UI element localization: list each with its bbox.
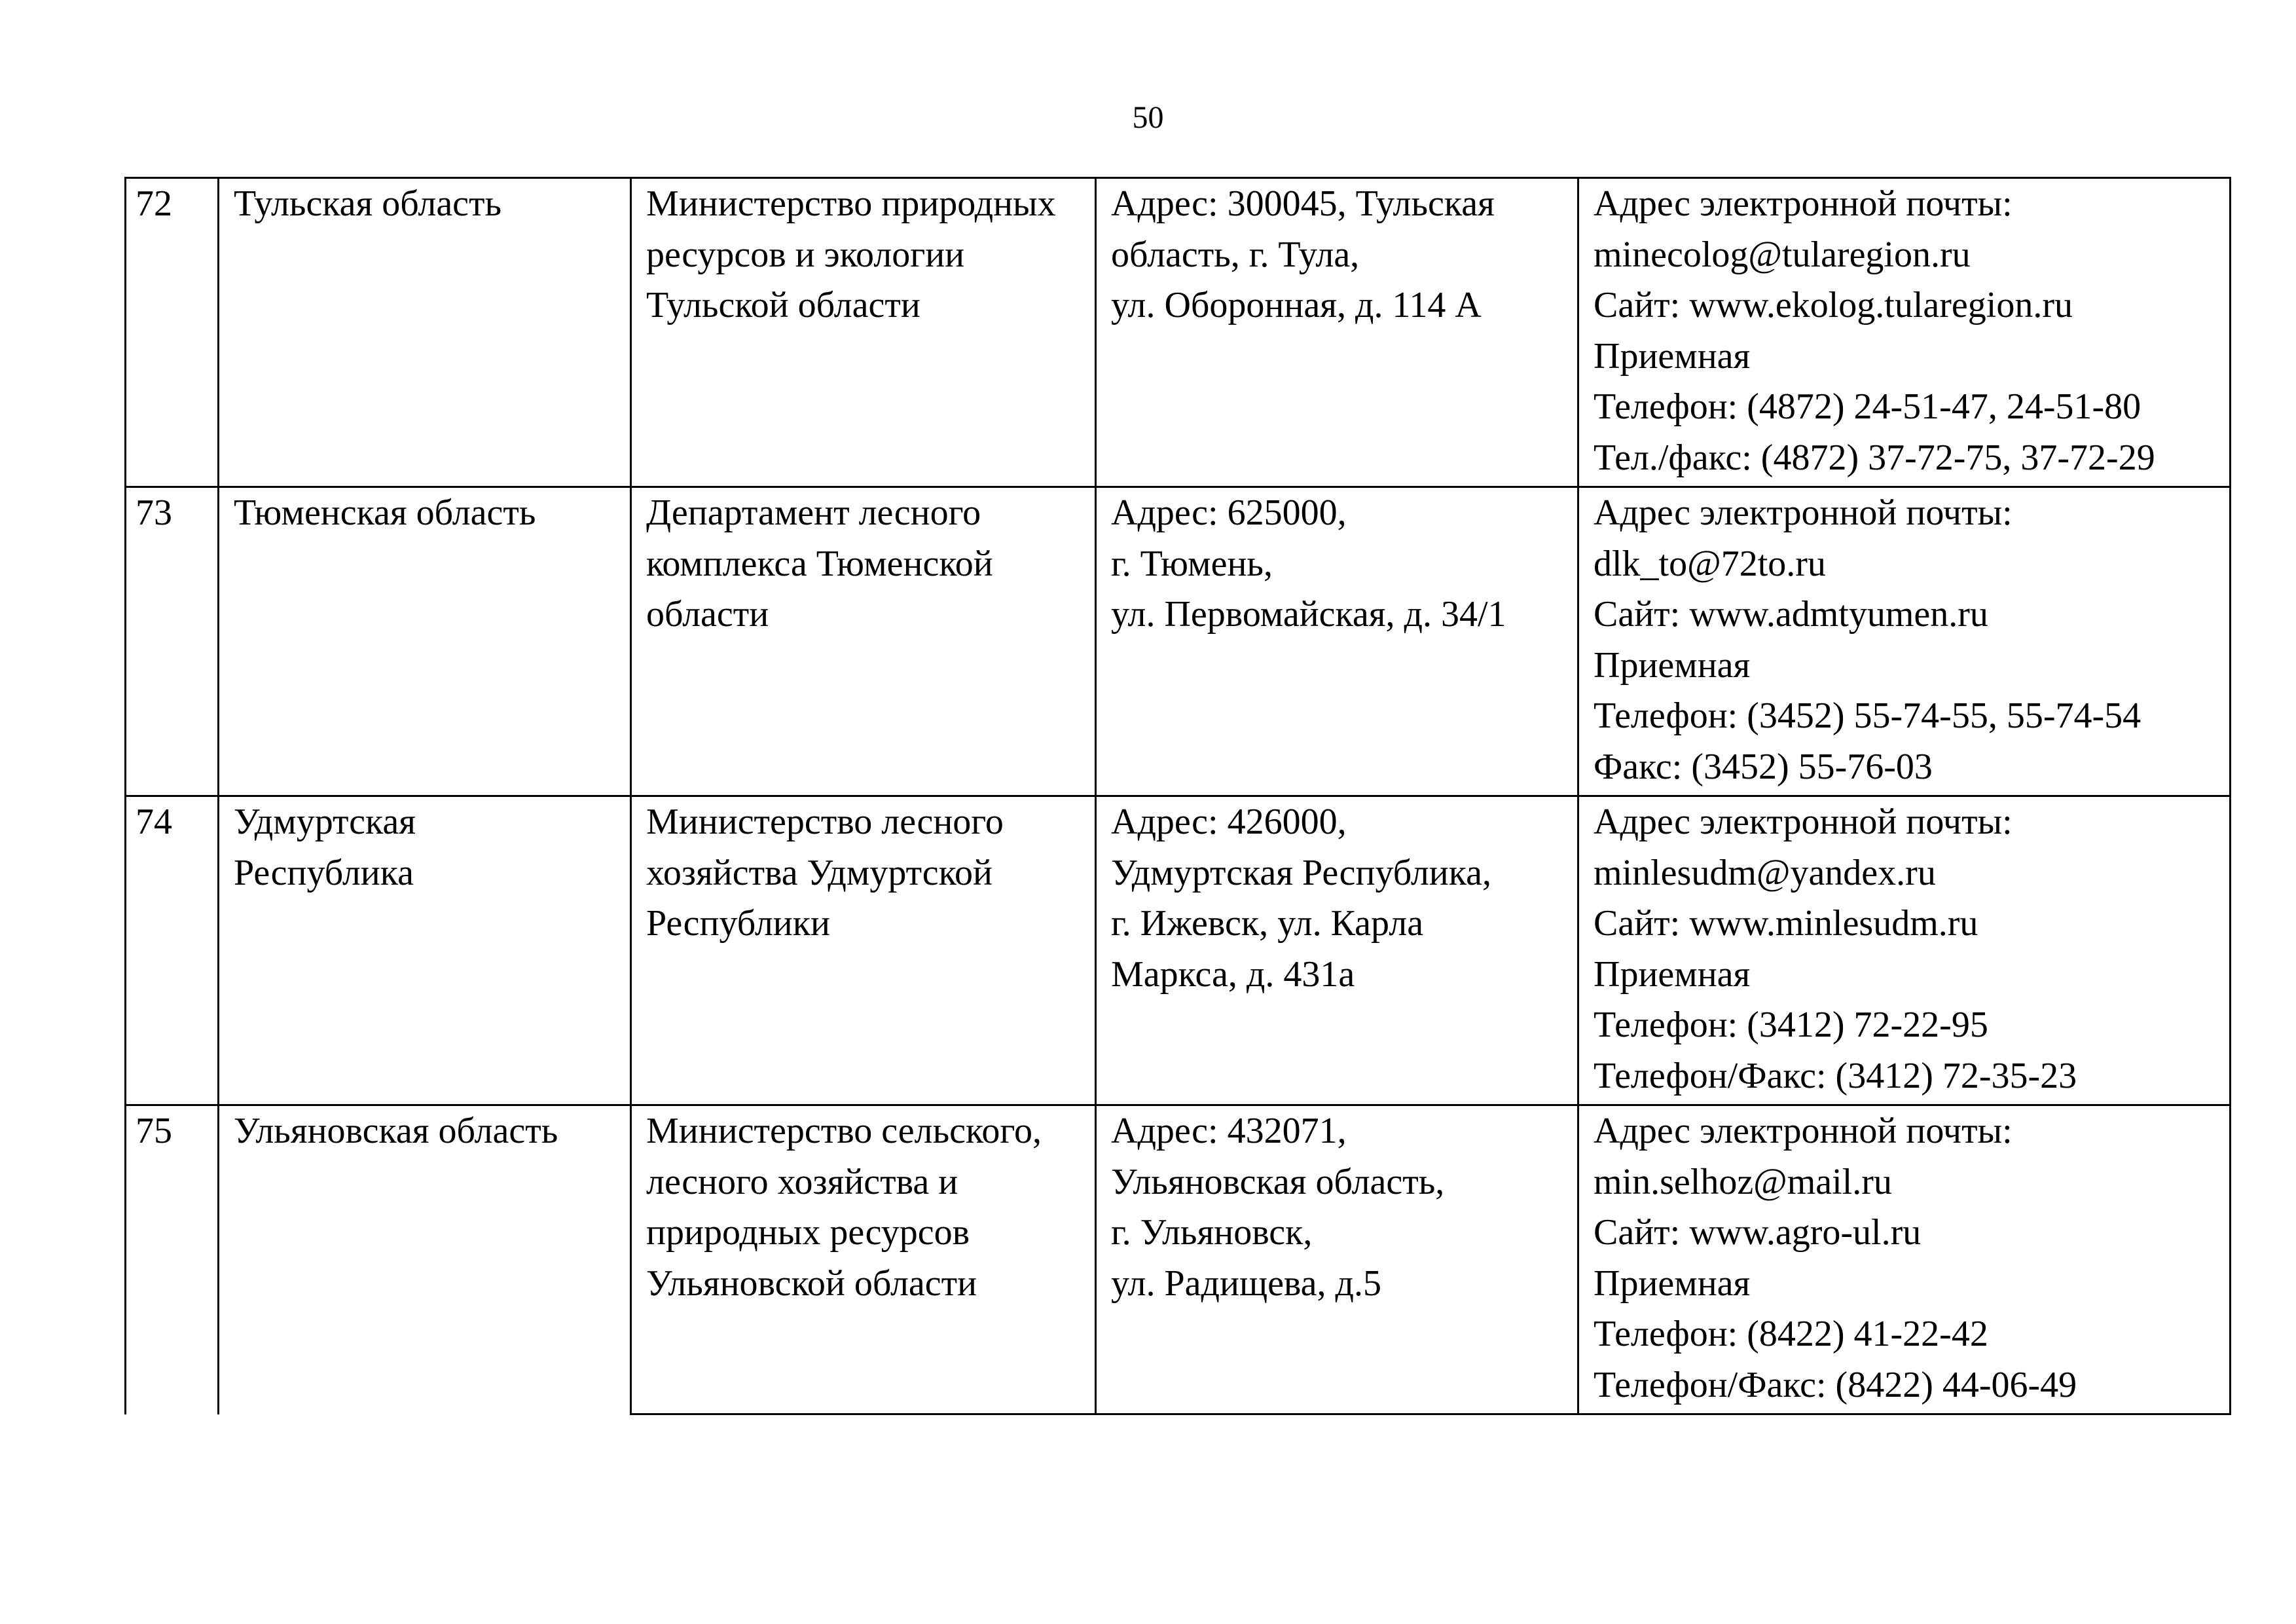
contacts-line: Адрес электронной почты: (1594, 183, 2013, 224)
contacts-line: Приемная (1594, 1263, 1751, 1304)
organization-cell (631, 487, 1096, 796)
address-cell (1096, 796, 1578, 1105)
organization-line: Тульской области (646, 285, 920, 325)
address-line: Удмуртская Республика, (1111, 852, 1491, 893)
contacts-line: min.selhoz@mail.ru (1594, 1161, 1892, 1202)
contacts-line: minecolog@tularegion.ru (1594, 234, 1971, 275)
organization-line: области (646, 594, 769, 635)
organization-line: природных ресурсов (646, 1212, 970, 1253)
region-cell (219, 1105, 631, 1414)
address-line: ул. Оборонная, д. 114 А (1111, 285, 1482, 325)
address-line: г. Ижевск, ул. Карла (1111, 903, 1424, 944)
organization-line: Министерство природных (646, 183, 1056, 224)
contacts-line: Тел./факс: (4872) 37-72-75, 37-72-29 (1594, 437, 2155, 478)
organization-line: Республики (646, 903, 830, 944)
address-line: Адрес: 426000, (1111, 802, 1347, 842)
address-line: Адрес: 625000, (1111, 492, 1347, 533)
table-row (126, 796, 2231, 1105)
address-line: Маркса, д. 431а (1111, 953, 1355, 995)
row-number-cell (126, 178, 219, 487)
contacts-line: Приемная (1594, 644, 1751, 686)
region-cell (219, 178, 631, 487)
address-cell (1096, 178, 1578, 487)
organization-line: Министерство лесного (646, 802, 1004, 842)
row-number: 73 (136, 492, 172, 533)
contacts-line: Адрес электронной почты: (1594, 802, 2013, 842)
address-line: г. Тюмень, (1111, 543, 1273, 584)
organization-line: комплекса Тюменской (646, 543, 993, 584)
region-cell (219, 796, 631, 1105)
contacts-line: Адрес электронной почты: (1594, 492, 2013, 533)
page-number: 50 (1132, 100, 1164, 135)
table-row (126, 178, 2231, 487)
contacts-line: dlk_to@72to.ru (1594, 543, 1826, 584)
organization-line: Министерство сельского, (646, 1111, 1042, 1151)
contacts-line: Телефон/Факс: (3412) 72-35-23 (1594, 1055, 2077, 1096)
address-line: г. Ульяновск, (1111, 1212, 1313, 1253)
address-line: область, г. Тула, (1111, 234, 1360, 275)
address-line: Ульяновская область, (1111, 1161, 1445, 1202)
contacts-line: minlesudm@yandex.ru (1594, 852, 1936, 893)
organization-line: ресурсов и экологии (646, 234, 965, 275)
row-number: 75 (136, 1111, 172, 1151)
contacts-line: Приемная (1594, 335, 1751, 377)
contacts-line: Сайт: www.ekolog.tularegion.ru (1594, 285, 2073, 325)
address-cell (1096, 487, 1578, 796)
region-line: Тульская область (234, 183, 502, 224)
contacts-line: Приемная (1594, 953, 1751, 995)
contacts-line: Сайт: www.minlesudm.ru (1594, 903, 1978, 944)
table-body (126, 178, 2231, 1414)
organization-cell (631, 1105, 1096, 1414)
region-line: Ульяновская область (234, 1111, 558, 1151)
table-row (126, 487, 2231, 796)
contacts-line: Телефон: (8422) 41-22-42 (1594, 1314, 1988, 1354)
address-cell (1096, 1105, 1578, 1414)
organization-cell (631, 796, 1096, 1105)
contacts-line: Телефон: (3412) 72-22-95 (1594, 1005, 1988, 1045)
organization-line: Ульяновской области (646, 1263, 977, 1304)
authorities-table (124, 177, 2231, 1415)
row-number-cell (126, 796, 219, 1105)
address-line: Адрес: 300045, Тульская (1111, 183, 1495, 224)
table-row (126, 1105, 2231, 1414)
contacts-line: Телефон/Факс: (8422) 44-06-49 (1594, 1364, 2077, 1405)
address-line: ул. Радищева, д.5 (1111, 1263, 1381, 1304)
row-number: 72 (136, 183, 172, 224)
contacts-line: Сайт: www.admtyumen.ru (1594, 594, 1988, 635)
contacts-line: Адрес электронной почты: (1594, 1111, 2013, 1151)
contacts-line: Сайт: www.agro-ul.ru (1594, 1212, 1922, 1253)
row-number-cell (126, 1105, 219, 1414)
contacts-line: Факс: (3452) 55-76-03 (1594, 746, 1933, 787)
region-cell (219, 487, 631, 796)
organization-line: хозяйства Удмуртской (646, 852, 993, 893)
region-line: Республика (234, 852, 414, 893)
contacts-line: Телефон: (4872) 24-51-47, 24-51-80 (1594, 386, 2141, 427)
organization-cell (631, 178, 1096, 487)
region-line: Удмуртская (234, 802, 416, 842)
address-line: Адрес: 432071, (1111, 1111, 1347, 1151)
organization-line: Департамент лесного (646, 492, 981, 533)
contacts-cell (1578, 796, 2231, 1105)
address-line: ул. Первомайская, д. 34/1 (1111, 594, 1506, 635)
contacts-cell (1578, 487, 2231, 796)
region-line: Тюменская область (234, 492, 536, 533)
contacts-cell (1578, 1105, 2231, 1414)
row-number-cell (126, 487, 219, 796)
row-number: 74 (136, 802, 172, 842)
organization-line: лесного хозяйства и (646, 1161, 958, 1202)
contacts-cell (1578, 178, 2231, 487)
contacts-line: Телефон: (3452) 55-74-55, 55-74-54 (1594, 695, 2141, 736)
